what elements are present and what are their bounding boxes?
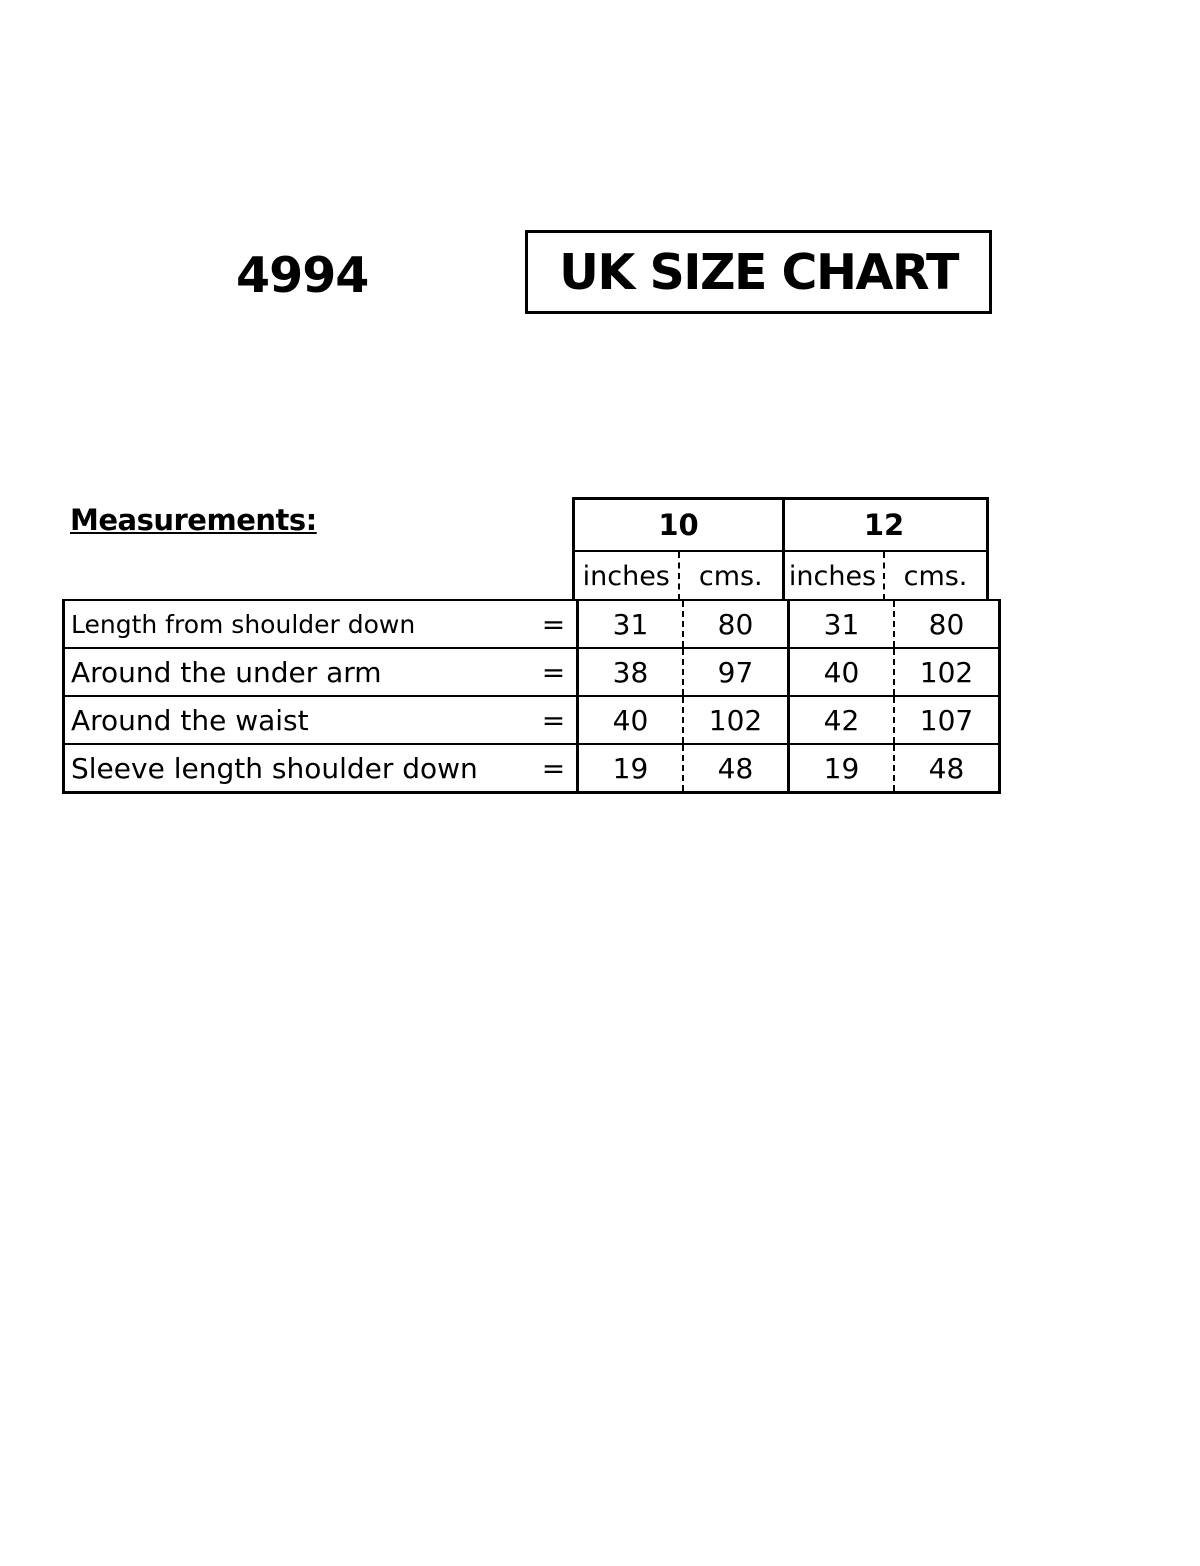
value-cell: 19 bbox=[789, 744, 895, 793]
value-cell: 80 bbox=[683, 600, 789, 648]
unit-cms: cms. bbox=[883, 552, 986, 600]
equals-sign: = bbox=[531, 696, 578, 744]
style-number: 4994 bbox=[236, 247, 369, 304]
table-row bbox=[64, 648, 1000, 696]
unit-row bbox=[782, 552, 986, 600]
value-cell: 19 bbox=[578, 744, 684, 793]
value-cell: 38 bbox=[578, 648, 684, 696]
value-cell: 31 bbox=[789, 600, 895, 648]
unit-inches: inches bbox=[788, 560, 877, 592]
unit-cms: cms. bbox=[678, 552, 783, 600]
size-label: 12 bbox=[782, 500, 986, 552]
value-cell: 40 bbox=[578, 696, 684, 744]
table-row bbox=[64, 696, 1000, 744]
title-box bbox=[525, 230, 992, 314]
value-cell: 31 bbox=[578, 600, 684, 648]
value-cell: 40 bbox=[789, 648, 895, 696]
size-label: 10 bbox=[575, 500, 782, 552]
size-header-10 bbox=[572, 497, 785, 600]
value-cell: 42 bbox=[789, 696, 895, 744]
table-row bbox=[64, 600, 1000, 648]
unit-row bbox=[575, 552, 782, 600]
equals-sign: = bbox=[531, 744, 578, 793]
row-label: Around the waist bbox=[64, 696, 532, 744]
value-cell: 102 bbox=[894, 648, 1000, 696]
equals-sign: = bbox=[531, 648, 578, 696]
unit-inches: inches bbox=[582, 560, 670, 592]
value-cell: 97 bbox=[683, 648, 789, 696]
value-cell: 102 bbox=[683, 696, 789, 744]
equals-sign: = bbox=[531, 600, 578, 648]
chart-title: UK SIZE CHART bbox=[559, 243, 958, 301]
value-cell: 80 bbox=[894, 600, 1000, 648]
value-cell: 107 bbox=[894, 696, 1000, 744]
measurements-table bbox=[62, 599, 1001, 794]
table-row bbox=[64, 744, 1000, 793]
row-label: Around the under arm bbox=[64, 648, 532, 696]
row-label: Length from shoulder down bbox=[64, 600, 532, 648]
measurements-heading: Measurements: bbox=[70, 503, 317, 537]
value-cell: 48 bbox=[894, 744, 1000, 793]
row-label: Sleeve length shoulder down bbox=[64, 744, 532, 793]
size-header-12 bbox=[782, 497, 989, 600]
value-cell: 48 bbox=[683, 744, 789, 793]
